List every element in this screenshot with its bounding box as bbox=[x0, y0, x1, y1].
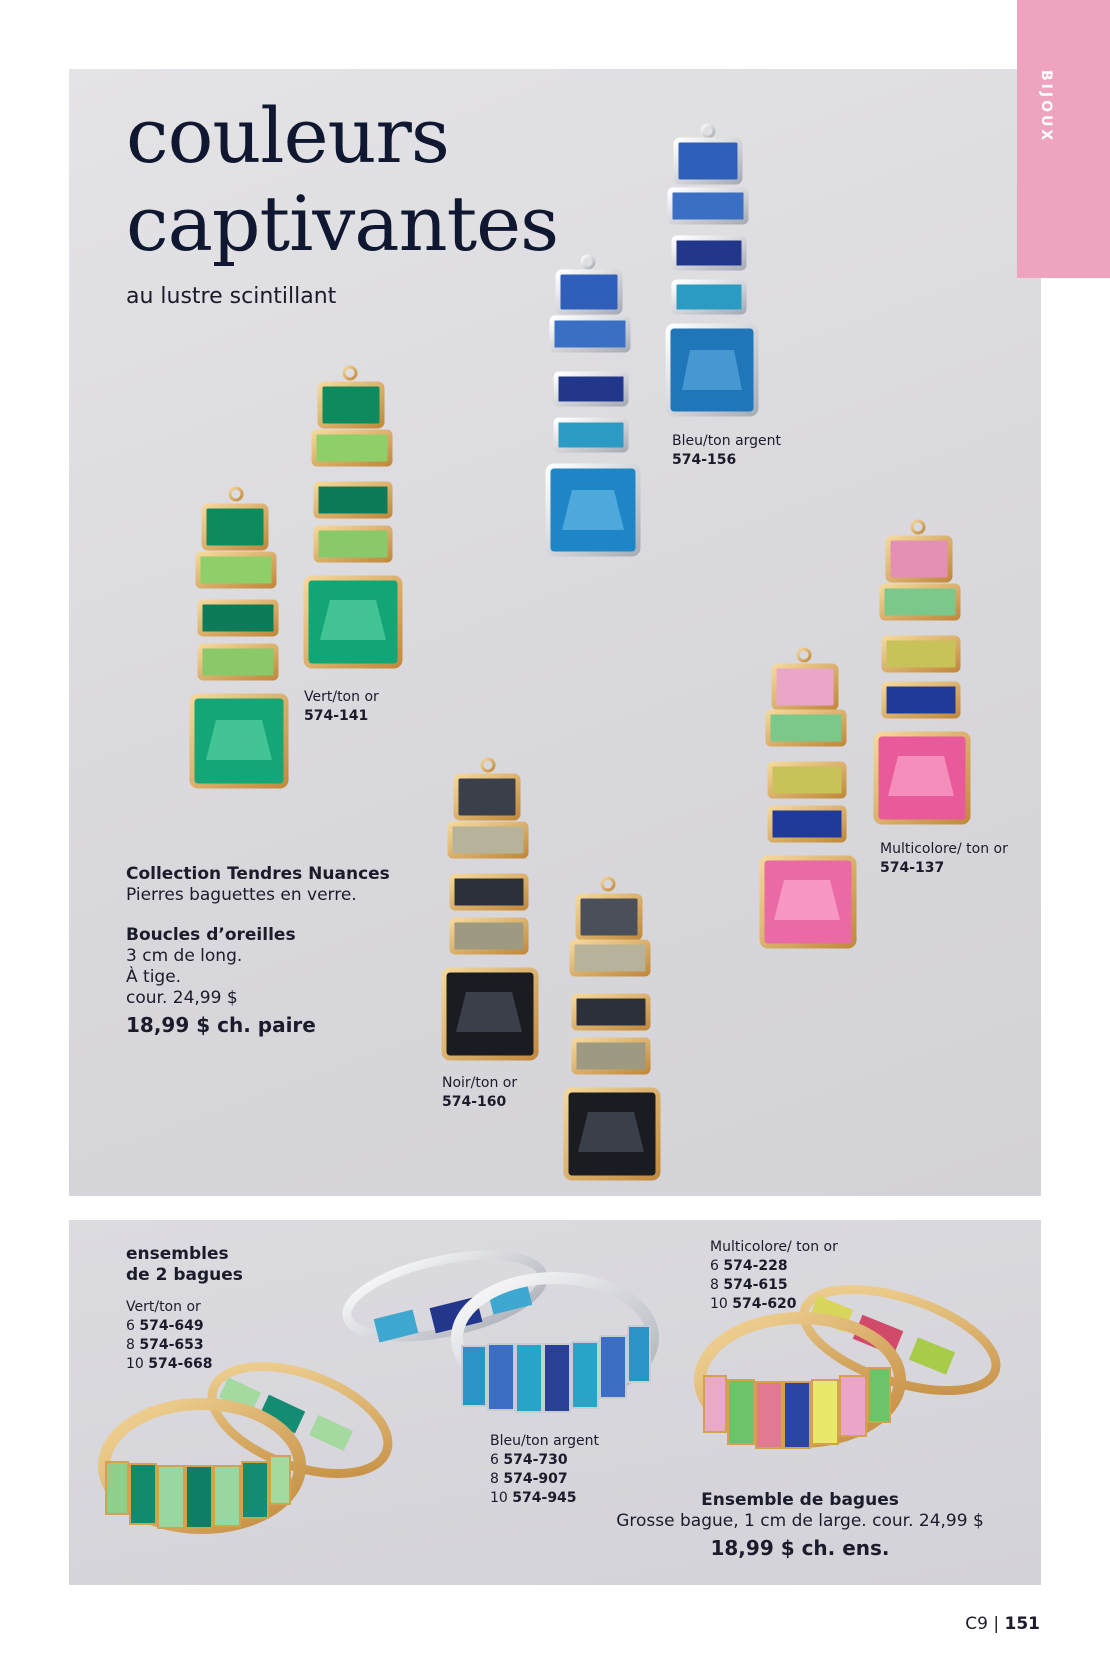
ring-size: 6 bbox=[490, 1452, 499, 1468]
ring-sku: 574-668 bbox=[148, 1356, 213, 1372]
category-tab-label: BIJOUX bbox=[1038, 70, 1054, 144]
page-subtitle: au lustre scintillant bbox=[126, 284, 337, 309]
product-detail-line: 3 cm de long. bbox=[126, 946, 243, 966]
ring-label-multicolor bbox=[710, 1238, 838, 1314]
ring-sku: 574-945 bbox=[512, 1490, 577, 1506]
earring-sku: 574-160 bbox=[442, 1094, 507, 1110]
ring-product-detail: Grosse bague, 1 cm de large. cour. 24,99 $ bbox=[616, 1511, 984, 1531]
title-line-1: couleurs bbox=[126, 91, 449, 180]
ring-set-description bbox=[600, 1490, 1000, 1559]
earring-name: Noir/ton or bbox=[442, 1075, 518, 1091]
ring-product-name: Ensemble de bagues bbox=[701, 1490, 899, 1510]
ring-size: 8 bbox=[490, 1471, 499, 1487]
ring-size: 10 bbox=[126, 1356, 144, 1372]
collection-description bbox=[126, 864, 390, 1036]
ring-name: Bleu/ton argent bbox=[490, 1433, 600, 1449]
blue-earring-pair bbox=[548, 125, 756, 554]
ring-sku: 574-730 bbox=[503, 1452, 568, 1468]
page-title bbox=[126, 92, 558, 268]
ring-sku: 574-653 bbox=[139, 1337, 204, 1353]
earring-sku: 574-137 bbox=[880, 860, 945, 876]
page-number bbox=[965, 1614, 1040, 1634]
sale-price: 18,99 $ ch. paire bbox=[126, 1013, 316, 1037]
ring-sku: 574-615 bbox=[723, 1277, 788, 1293]
product-name: Boucles d’oreilles bbox=[126, 925, 296, 945]
regular-price: cour. 24,99 $ bbox=[126, 988, 238, 1008]
ring-label-green bbox=[126, 1298, 213, 1374]
earring-label-multicolor bbox=[880, 840, 1008, 878]
earring-sku: 574-156 bbox=[672, 452, 737, 468]
ring-sale-price: 18,99 $ ch. ens. bbox=[710, 1536, 890, 1560]
ring-name: Vert/ton or bbox=[126, 1299, 201, 1315]
ring-size: 10 bbox=[710, 1296, 728, 1312]
earring-sku: 574-141 bbox=[304, 708, 369, 724]
ring-size: 8 bbox=[126, 1337, 135, 1353]
collection-subheading: Pierres baguettes en verre. bbox=[126, 885, 357, 905]
title-line-2: captivantes bbox=[126, 179, 559, 268]
ring-size: 6 bbox=[710, 1258, 719, 1274]
page-code: C9 bbox=[965, 1614, 988, 1634]
ring-size: 10 bbox=[490, 1490, 508, 1506]
ring-size: 6 bbox=[126, 1318, 135, 1334]
page-separator: | bbox=[993, 1614, 1000, 1634]
earring-label-green bbox=[304, 688, 379, 726]
black-earring-pair bbox=[444, 759, 658, 1178]
collection-heading: Collection Tendres Nuances bbox=[126, 864, 390, 884]
earring-name: Multicolore/ ton or bbox=[880, 841, 1008, 857]
ring-label-blue bbox=[490, 1432, 599, 1508]
ring-sku: 574-620 bbox=[732, 1296, 797, 1312]
ring-sets-title-line-2: de 2 bagues bbox=[126, 1265, 243, 1285]
earring-label-blue bbox=[672, 432, 781, 470]
multicolor-earring-pair bbox=[762, 521, 968, 946]
earring-label-black bbox=[442, 1074, 517, 1112]
page-number-value: 151 bbox=[1004, 1614, 1040, 1634]
ring-name: Multicolore/ ton or bbox=[710, 1239, 838, 1255]
earring-name: Vert/ton or bbox=[304, 689, 379, 705]
ring-sets-title-line-1: ensembles bbox=[126, 1244, 229, 1264]
ring-sets-title bbox=[126, 1244, 243, 1286]
ring-size: 8 bbox=[710, 1277, 719, 1293]
blue-ring-set bbox=[340, 1240, 653, 1412]
ring-sku: 574-228 bbox=[723, 1258, 788, 1274]
ring-sku: 574-907 bbox=[503, 1471, 568, 1487]
ring-sku: 574-649 bbox=[139, 1318, 204, 1334]
product-detail-line: À tige. bbox=[126, 967, 182, 987]
earring-name: Bleu/ton argent bbox=[672, 433, 782, 449]
